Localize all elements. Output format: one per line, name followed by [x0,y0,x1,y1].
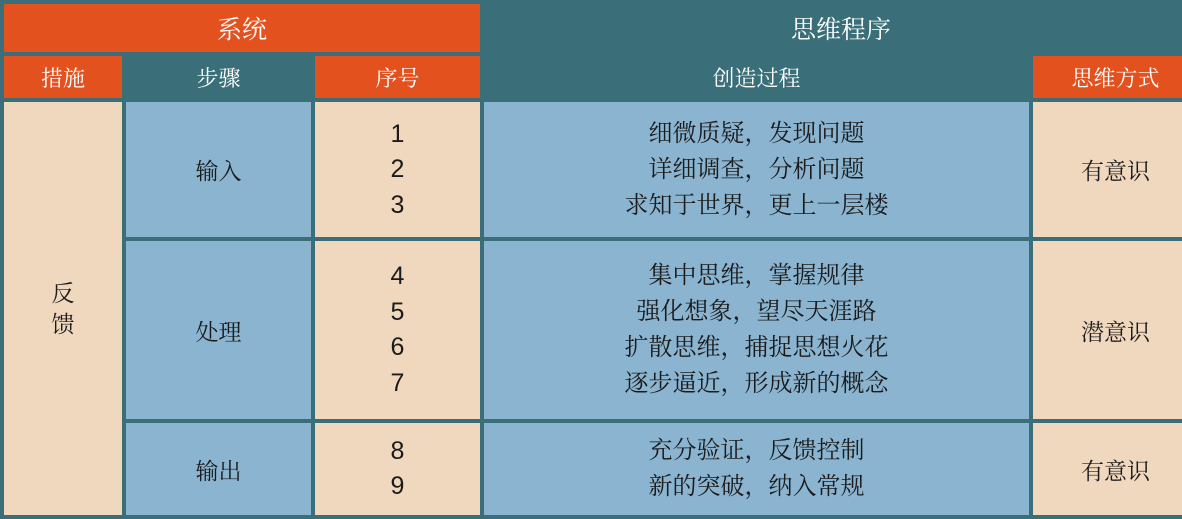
header-creation-process: 创造过程 [484,56,1029,98]
mode-cell-output: 有意识 [1033,423,1182,515]
step-cell-process: 处理 [126,241,311,419]
serial-number: 9 [390,472,405,501]
process-cell-process [484,241,1029,419]
measure-feedback-cell [4,102,122,515]
measure-char: 馈 [51,310,75,337]
process-line: 新的突破，纳入常规 [648,473,865,501]
header-system: 系统 [4,4,480,52]
serial-number: 2 [390,155,405,183]
serial-number: 7 [390,368,405,397]
serial-number: 3 [390,190,405,219]
serial-number: 4 [390,262,405,291]
serial-number: 8 [390,436,405,465]
process-line: 细微质疑，发现问题 [648,119,865,147]
process-line: 扩散思维，捕捉思想火花 [624,334,889,362]
step-cell-output: 输出 [126,423,311,515]
header-thinking-procedure: 思维程序 [484,4,1182,52]
process-line: 集中思维，掌握规律 [648,262,865,290]
step-cell-input: 输入 [126,102,311,237]
numbers-cell-input [315,102,480,237]
table-header-row-sub [4,56,1182,98]
serial-number: 6 [390,333,405,362]
process-line: 逐步逼近，形成新的概念 [624,370,889,398]
header-measure: 措施 [4,56,122,98]
table-row [4,241,1182,419]
mode-cell-input: 有意识 [1033,102,1182,237]
process-cell-output [484,423,1029,515]
table-row [4,102,1182,237]
numbers-cell-process [315,241,480,419]
process-cell-input [484,102,1029,237]
header-thinking-mode: 思维方式 [1033,56,1182,98]
process-line: 充分验证，反馈控制 [648,437,865,465]
header-step: 步骤 [126,56,311,98]
mode-cell-process: 潜意识 [1033,241,1182,419]
process-line: 求知于世界，更上一层楼 [624,191,889,219]
numbers-cell-output [315,423,480,515]
process-line: 强化想象，望尽天涯路 [636,298,877,326]
table-header-row-top [4,4,1182,52]
header-serial-number: 序号 [315,56,480,98]
process-line: 详细调查，分析问题 [648,155,865,183]
table-row [4,423,1182,515]
measure-feedback-label [8,278,118,340]
measure-char: 反 [51,279,75,306]
serial-number: 1 [390,119,405,148]
serial-number: 5 [390,297,405,326]
